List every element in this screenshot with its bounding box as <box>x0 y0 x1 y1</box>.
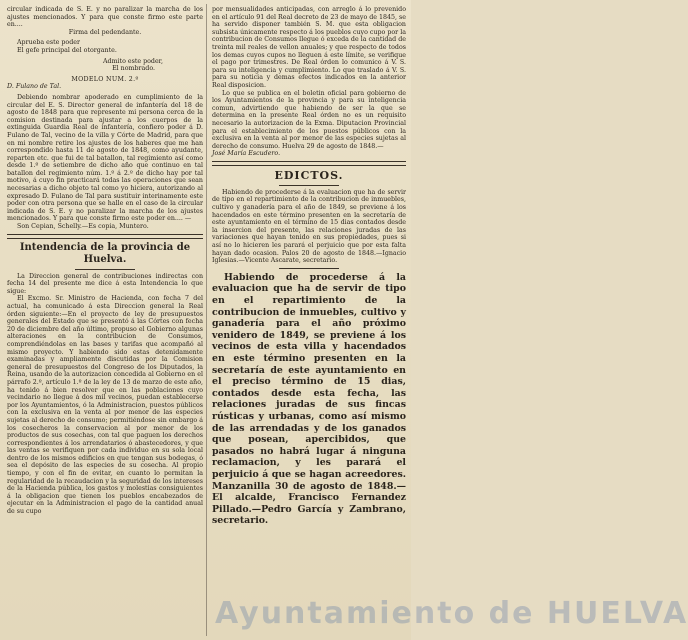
column-divider <box>206 4 207 636</box>
signature-line: Son Cepian, Schelly.—Es copia, Muntero. <box>17 223 149 231</box>
text-paragraph: Debiendo nombrar apoderado en cumplimiento de la circular del E. S. Director general de infantería del 18 de agosto de 1848 para que represente mi persona cerca de la comision destinada para ajustar a los cuerpos de la extinguida Guardia Real de infantería, confiero poder á D. Fulano de Tal, vecino de la villa y Córte de Madrid, para que en mi nombre retire los ajustes de los haberes que me han correspondido hasta 11 de agosto de 1848, como ayudante, reparten etc. que fui de tal batallon, tal regimiento así como desde 1.º de setiembre de dicho año que continuo en tal batallon del regimiento núm. 1.º á 2.º de dicho hay por tal motivo, á cuyo fin practicará todas las operaciones que sean necesarias a dicho objeto tal como yo hiciera, autorizando al expresado D. Fulano de Tal para sustituir interinamente este poder con otra persona que se halle en el caso de la circular indicada de S. E. y no paralizar la marcha de los ajustes mencionados. Y para que conste firmo este poder en.... — <box>7 93 203 223</box>
right-column <box>212 6 406 527</box>
edict-paragraph-large: Habiendo de procederse á la evaluacion que ha de servir de tipo en el repartimiento de la contribucion de inmuebles, cultivo y ganadería para el año próximo venidero de 1849, se previene á los vecinos de esta villa y hacendados en este término presenten en la secretaría de este ayuntamiento en el preciso término de 15 dias, contados desde esta fecha, las relaciones juradas de sus fincas rústicas y urbanas, como así mismo de las arrendadas y de los ganados que posean, apercibidos, que pasados no habrá lugar á ninguna reclamacion, y les parará el perjuicio á que se hagan acreedores. Manzanilla 30 de agosto de 1848.—El alcalde, Francisco Fernandez Pillado.—Pedro García y Zambrano, secretario. <box>212 271 406 527</box>
signature-line: José María Escudero. <box>212 150 281 158</box>
heading-rule <box>75 269 135 270</box>
text-paragraph: por mensualidades anticipadas, con arreglo á lo prevenido en el artículo 91 del Real decreto de 23 de mayo de 1845, se ha servido disponer también S. M. que esta obligacion subsista únicamente respecto á los pueblos cuyo cupo por la contribucion de Consumos llegue ó exceda de la cantidad de treinta mil reales de vellon anuales; y que respecto de todos los demas cuyos cupos no lleguen á este límite, se verifique el pago por trimestres. De Real órden lo comunico á V. S. para su inteligencia y cumplimiento. Lo que traslado á V. S. para su noticia y demas efectos indicados en la anterior Real disposicion. <box>212 6 406 89</box>
edict-paragraph: Habiendo de procederse á la evaluacion que ha de servir de tipo en el repartimiento de la contribucion de inmuebles, cultivo y ganadería para el año de 1849, se previene á los hacendados en este término presenten en la secretaría de este ayuntamiento en el término de 15 dias contados desde la insercion del presente, las relaciones juradas de las variaciones que hayan tenido en sus propiedades, pues si así no lo hicieren les parará el perjuicio que por esta falta hayan dado ocasion. Palos 20 de agosto de 1848.—Ignacio Iglesias.—Vicente Ascarate, secretario. <box>212 188 406 265</box>
text-paragraph: circular indicada de S. E. y no paralizar la marcha de los ajustes mencionados. Y para que conste firmo este parte en.... <box>7 6 203 29</box>
approval-line: Aprueba este poder <box>17 39 80 47</box>
addressee: D. Fulano de Tal. <box>7 83 62 91</box>
archive-watermark: Ayuntamiento de HUELVA <box>215 596 688 631</box>
text-paragraph: El Excmo. Sr. Ministro de Hacienda, con fecha 7 del actual, ha comunicado á esta Direccion general la Real órden siguiente:—En el proyecto de ley de presupuestos generales del Estado que se presentó á las Córtes con fecha 20 de diciembre del año último, propuso el Gobierno algunas alteraciones en la contribucion de Consumos, comprendiéndolas en las bases y tarifas que acompañó al mismo proyecto. Y habiendo sido estas detenidamente examinadas y ampliamente discutidas por la Comision general de presupuestos del Congreso de los Diputados, la Reina, usando de la autorizacion concedida al Gobierno en el párrafo 2.º, artículo 1.º de la ley de 13 de marzo de este año, ha tenido á bien resolver que en las poblaciones cuyo vecindario no llegue á dos mil vecinos, puedan establecerse por los Ayuntamientos, ó la Administracion, puestos públicos con la exclusiva en la venta al por menor de las especies sujetas al derecho de consumo; permitiéndose sin embargo á los cosecheros la conservacion al por menor de los productos de sus cosechas, con tal que paguen los derechos correspondientes á los arrendatarios ó abastecedores, y que las ventas se verifiquen por cada individuo en su sola local dentro de los mismos edificios en que tengan sus bodegas, ó sea el depósito de las especies de su cosecha. Al propio tiempo, y con el fin de evitar, en cuanto lo permitan la regularidad de la recaudacion y la seguridad de los intereses de la Hacienda pública, los gastos y molestias consiguientes á la obligacion que tienen los pueblos encabezados de ejecutar en la Administracion el pago de la cantidad anual de su cupo <box>7 295 203 516</box>
edict-divider <box>279 268 339 269</box>
acceptance-signer: El nombrado. <box>112 65 155 73</box>
section-divider <box>212 161 406 166</box>
text-paragraph: Lo que se publica en el boletin oficial para gobierno de los Ayuntamientos de la provincia y para su inteligencia comun, advirtiendo que habiendo de ser la que se determina en la presente Real órden no es un requisito necesario la autorizacion de la Exma. Diputacion Provincial para el establecimiento de los puestos públicos con la exclusiva en la venta al por menor de las especies sujetas al derecho de consumo. Huelva 29 de agosto de 1848.— <box>212 89 406 150</box>
section-heading: Intendencia de la provincia de Huelva. <box>19 241 191 265</box>
model-heading: MODELO NUM. 2.º <box>71 75 139 83</box>
left-column <box>7 6 203 516</box>
heading-rule <box>279 185 339 186</box>
approval-signer: El gefe principal del otorgante. <box>17 46 117 54</box>
section-divider <box>7 234 203 239</box>
acceptance-line: Admito este poder, <box>102 57 163 65</box>
signature-line: Firma del pedendante. <box>68 28 142 36</box>
section-heading: EDICTOS. <box>274 168 344 182</box>
text-paragraph: La Direccion general de contribuciones indirectas con fecha 14 del presente me dice á esta Intendencia lo que sigue: <box>7 272 203 295</box>
